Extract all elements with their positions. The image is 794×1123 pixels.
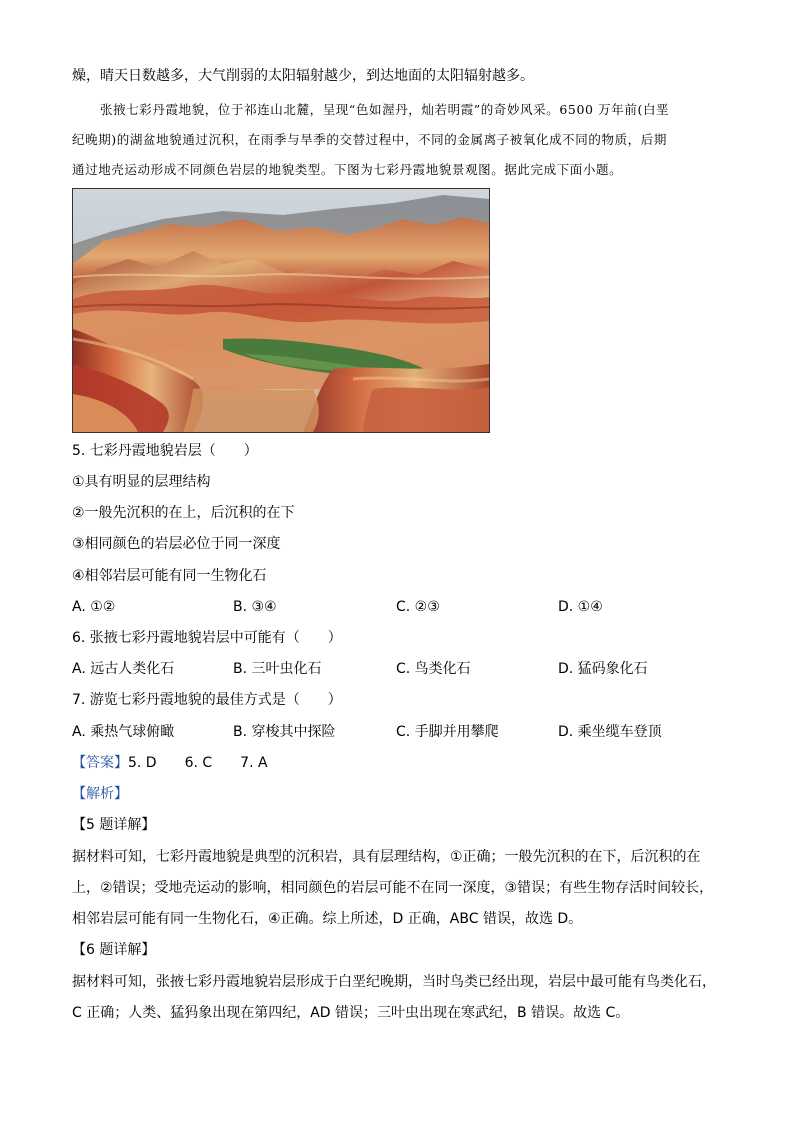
- q5-stem: 5. 七彩丹霞地貌岩层（ ）: [72, 443, 258, 459]
- q6-option-a: A. 远古人类化石: [72, 661, 175, 677]
- q6-detail-line-2: C 正确；人类、猛犸象出现在第四纪，AD 错误；三叶虫出现在寒武纪，B 错误。故选 C。: [72, 1005, 630, 1021]
- danxia-landscape-image: [73, 189, 489, 432]
- answer-text: 5. D 6. C 7. A: [128, 755, 268, 771]
- answer-label: 【答案】: [72, 755, 128, 771]
- q5-detail-line-1: 据材料可知，七彩丹霞地貌是典型的沉积岩，具有层理结构，①正确；一般先沉积的在下，后沉积的在: [72, 849, 701, 865]
- passage-line-0: 燥，晴天日数越多，大气削弱的太阳辐射越少，到达地面的太阳辐射越多。: [72, 68, 534, 84]
- q6-stem: 6. 张掖七彩丹霞地貌岩层中可能有（ ）: [72, 630, 342, 646]
- q5-statement-4: ④相邻岩层可能有同一生物化石: [72, 568, 267, 584]
- q7-stem: 7. 游览七彩丹霞地貌的最佳方式是（ ）: [72, 692, 342, 708]
- q5-detail-line-2: 上，②错误；受地壳运动的影响，相同颜色的岩层可能不在同一深度，③错误；有些生物存活时间较长，: [72, 880, 714, 896]
- q5-statement-3: ③相同颜色的岩层必位于同一深度: [72, 536, 281, 552]
- q5-option-c: C. ②③: [396, 599, 440, 615]
- q7-option-d: D. 乘坐缆车登顶: [558, 724, 662, 740]
- analysis-label: 【解析】: [72, 786, 128, 802]
- q5-option-b: B. ③④: [233, 599, 277, 615]
- q6-option-b: B. 三叶虫化石: [233, 661, 322, 677]
- q5-detail-line-3: 相邻岩层可能有同一生物化石，④正确。综上所述，D 正确，ABC 错误，故选 D。: [72, 911, 583, 927]
- passage-line-3: 通过地壳运动形成不同颜色岩层的地貌类型。下图为七彩丹霞地貌景观图。据此完成下面小题。: [72, 162, 623, 177]
- passage-line-1: 张掖七彩丹霞地貌，位于祁连山北麓，呈现“色如渥丹，灿若明霞”的奇妙风采。6500 万年前(白垩: [100, 102, 670, 117]
- q5-detail-title: 【5 题详解】: [72, 817, 156, 833]
- q5-option-a: A. ①②: [72, 599, 116, 615]
- q6-option-c: C. 鸟类化石: [396, 661, 471, 677]
- q7-option-a: A. 乘热气球俯瞰: [72, 724, 175, 740]
- danxia-landform-photo: [72, 188, 490, 433]
- q7-option-c: C. 手脚并用攀爬: [396, 724, 499, 740]
- q6-detail-line-1: 据材料可知，张掖七彩丹霞地貌岩层形成于白垩纪晚期，当时鸟类已经出现，岩层中最可能有鸟类化石，: [72, 974, 716, 990]
- q5-statement-2: ②一般先沉积的在上，后沉积的在下: [72, 505, 295, 521]
- passage-line-2: 纪晚期)的湖盆地貌通过沉积，在雨季与旱季的交替过程中，不同的金属离子被氧化成不同的物质，后期: [72, 132, 667, 147]
- q7-option-b: B. 穿梭其中探险: [233, 724, 336, 740]
- q6-option-d: D. 猛码象化石: [558, 661, 648, 677]
- q5-option-d: D. ①④: [558, 599, 603, 615]
- q6-detail-title: 【6 题详解】: [72, 942, 156, 958]
- answer-row: [72, 753, 268, 773]
- q5-statement-1: ①具有明显的层理结构: [72, 474, 211, 490]
